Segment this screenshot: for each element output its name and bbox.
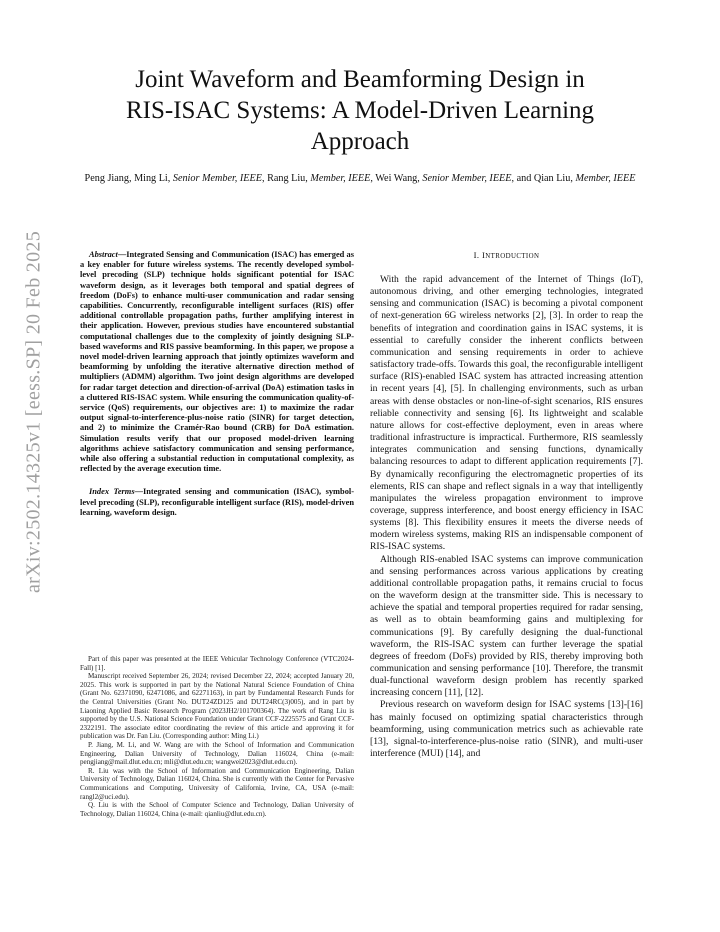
index-terms — [80, 487, 354, 518]
footnote: R. Liu was with the School of Information and Communication Engineering, Dalian University of Technology, Dalian 116024, China. She is currently with the Center for Pervasive Communications and Computing, University of California, Irvine, CA, USA (e-mail: rangl2@uci.edu). — [80, 766, 354, 801]
author-name: Peng Jiang, Ming Li, — [84, 173, 173, 184]
section-heading-text: I. INTRODUCTION — [473, 250, 540, 260]
body-paragraph: Previous research on waveform design for ISAC systems [13]-[16] has mainly focused on optimizing spatial characteristics through beamforming, using communication metrics such as achievable rate [13], signal-to-interference-plus-noise ratio (SINR), and multi-user interference (MUI) [14], and — [370, 699, 643, 760]
footnote: P. Jiang, M. Li, and W. Wang are with the School of Information and Communication Engineering, Dalian University of Technology, Dalian 116024, China (e-mail: pengjiang@mail.dlut.edu.cn; mli@dlut.edu.cn; wangwei2023@dlut.edu.cn). — [80, 740, 354, 767]
body-paragraph: Although RIS-enabled ISAC systems can improve communication and sensing performances across various applications by creating additional controllable propagation paths, it remains crucial to focus on the waveform design at the transmitter side. This is necessary to achieve the spatial and temporal properties required for radar sensing, as well as to obtain beamforming gains and multiplexing for communications [9]. By carefully designing the dual-functional waveform, the RIS-ISAC system can further leverage the spatial degrees of freedom (DoFs) provided by RIS, thereby improving both communication and sensing performance [10]. Therefore, the transmit dual-functional waveform design problem has recently sparked increasing concern [11], [12]. — [370, 553, 643, 699]
footnotes — [80, 655, 354, 818]
left-column — [80, 250, 354, 518]
title-line: RIS-ISAC Systems: A Model-Driven Learning — [125, 97, 595, 124]
author-affiliation: Senior Member, IEEE — [172, 173, 262, 184]
paper-title — [60, 64, 660, 157]
author-affiliation: Member, IEEE — [575, 173, 636, 184]
title-line: Joint Waveform and Beamforming Design in — [135, 66, 585, 93]
body-paragraph: With the rapid advancement of the Internet of Things (IoT), autonomous driving, and other emerging technologies, integrated sensing and communication (ISAC) is becoming a pivotal component of next-generation 6G wireless networks [2], [3]. In order to reap the benefits of integration and coordination gains in ISAC systems, it is essential to carefully consider the inherent conflicts between communication and sensing requirements in order to achieve satisfactory trade-offs. Towards this goal, the reconfigurable intelligent surface (RIS)-enabled ISAC system has attracted increasing attention in recent years [4], [5]. In challenging environments, such as urban areas with dense obstacles or non-line-of-sight scenarios, RIS ensures reliable connectivity and sensing [6]. Its lightweight and scalable nature allows for cost-effective deployment, even in areas where traditional infrastructure is impractical. Furthermore, RIS seamlessly integrates communication and sensing functions, dynamically balancing resources to adapt to different application requirements [7]. By dynamically reconfiguring the electromagnetic properties of its elements, RIS can shape and reflect signals in a way that intelligently manipulates the wireless propagation environment to improve coverage, suppress interference, and boost energy efficiency in ISAC systems [8]. This flexibility ensures it meets the diverse needs of modern wireless systems, making RIS an indispensable component of RIS-ISAC systems. — [370, 274, 643, 553]
author-name: , Wei Wang, — [370, 173, 423, 184]
abstract-text: —Integrated Sensing and Communication (ISAC) has emerged as a key enabler for future wireless systems. The recently developed symbol-level precoding (SLP) technique holds significant potential for ISAC waveform design, as it leverages both temporal and spatial degrees of freedom (DoFs) to enhance multi-user communication and radar sensing capabilities. Concurrently, reconfigurable intelligent surfaces (RIS) offer additional controllable propagation paths, further amplifying interest in their application. However, previous studies have encountered substantial computational challenges due to the complexity of jointly designing SLP-based waveforms and RIS passive beamforming. In this paper, we propose a novel model-driven learning approach that jointly optimizes waveform and beamforming by unfolding the iterative alternative direction method of multipliers (ADMM) algorithm. Two joint design algorithms are developed for radar target detection and direction-of-arrival (DoA) estimation tasks in a cluttered RIS-ISAC system. While ensuring the communication quality-of-service (QoS) requirements, our objectives are: 1) to maximize the radar output signal-to-interference-plus-noise ratio (SINR) for target detection, and 2) to minimize the Cramér-Rao bound (CRB) for DoA estimation. Simulation results verify that our proposed model-driven learning algorithms achieve satisfactory communication and sensing performance, while also offering a substantial reduction in computational complexity, as reflected by the average execution time. — [80, 250, 354, 474]
footnote: Q. Liu is with the School of Computer Science and Technology, Dalian University of Technology, Dalian 116024, China (e-mail: qianliu@dlut.edu.cn). — [80, 801, 354, 818]
title-line: Approach — [310, 128, 410, 155]
author-list — [70, 172, 650, 186]
arxiv-identifier-stamp: arXiv:2502.14325v1 [eess.SP] 20 Feb 2025 — [22, 231, 45, 593]
index-terms-text: —Integrated sensing and communication (ISAC), symbol-level precoding (SLP), reconfigurable intelligent surface (RIS), model-driven learning, waveform design. — [80, 487, 354, 517]
section-heading-introduction — [370, 250, 643, 260]
author-name: , and Qian Liu, — [511, 173, 576, 184]
author-affiliation: Senior Member, IEEE — [422, 173, 512, 184]
footnote: Manuscript received September 26, 2024; revised December 22, 2024; accepted January 20, 2025. This work is supported in part by the National Natural Science Foundation of China (Grant No. 62371090, 62471086, and 62271163), in part by Fundamental Research Funds for the Central Universities (Grant No. DUT24ZD125 and DUT24RC(3)005), and in part by Liaoning Applied Basic Research Program (2023JH2/101700364). The work of Rang Liu is supported by the U.S. National Science Foundation under Grant CCF-2225575 and Grant CCF-2322191. The associate editor coordinating the review of this article and approving it for publication was Dr. Fan Liu. (Corresponding author: Ming Li.) — [80, 672, 354, 741]
index-terms-label: Index Terms — [89, 487, 135, 497]
abstract-label: Abstract — [89, 250, 118, 259]
author-name: , Rang Liu, — [261, 173, 311, 184]
abstract — [80, 250, 354, 474]
right-column — [370, 250, 643, 760]
author-affiliation: Member, IEEE — [310, 173, 371, 184]
footnote: Part of this paper was presented at the IEEE Vehicular Technology Conference (VTC2024-Fall) [1]. — [80, 655, 354, 672]
